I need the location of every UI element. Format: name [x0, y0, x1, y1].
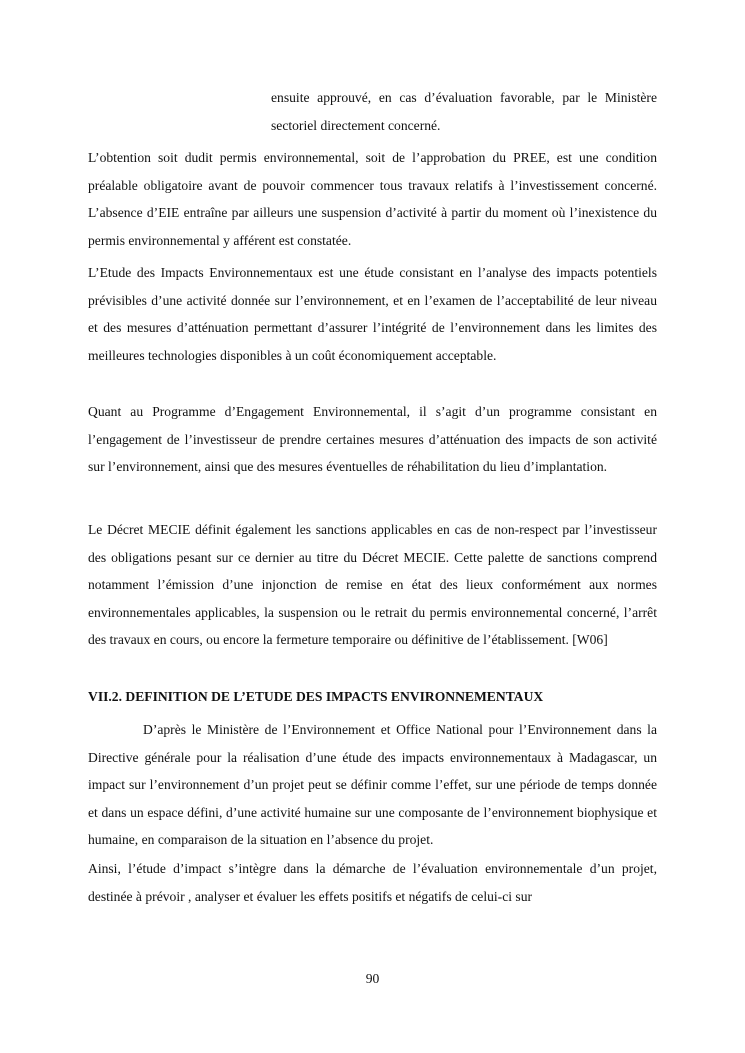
paragraph-sanctions: Le Décret MECIE définit également les sanctions applicables en cas de non-respect par l’investisseur des obligations pesant sur ce dernier au titre du Décret MECIE. Cette palette de sanctions comprend notamment l’émission d’une injonction de remise en état des lieux conformément aux normes environnementales applicables, la suspension ou le retrait du permis environnemental concerné, l’arrêt des travaux en cours, ou encore la fermeture temporaire ou définitive de l’établissement. [W06]	[88, 522, 657, 648]
page-number: 90	[365, 971, 380, 986]
paragraph-definition-impact: D’après le Ministère de l’Environnement et Office National pour l’Environnement dans la Directive générale pour la réalisation d’une étude des impacts environnementaux à Madagascar, un impact sur l’environnement d’un projet peut se définir comme l’effet, sur une période de temps donnée et dans un espace défini, d’une activité humaine sur une composante de l’environnement biophysique et humaine, en comparaison de la situation en l’absence du projet.	[88, 722, 657, 848]
paragraph-definition-eie: L’Etude des Impacts Environnementaux est une étude consistant en l’analyse des impacts potentiels prévisibles d’une activité donnée sur l’environnement, et en l’examen de l’acceptabilité de leur niveau et des mesures d’atténuation permettant d’assurer l’intégrité de l’environnement dans les limites des meilleures technologies disponibles à un coût économiquement acceptable.	[88, 265, 657, 363]
section-heading: VII.2. DEFINITION DE L’ETUDE DES IMPACTS ENVIRONNEMENTAUX	[88, 689, 544, 704]
indented-line-2: sectoriel directement concerné.	[271, 117, 441, 133]
indented-line-1: ensuite approuvé, en cas d’évaluation favorable, par le Ministère	[271, 90, 657, 105]
paragraph-programme-engagement: Quant au Programme d’Engagement Environnemental, il s’agit d’un programme consistant en l’engagement de l’investisseur de prendre certaines mesures d’atténuation des impacts de son activité sur l’environnement, ainsi que des mesures éventuelles de réhabilitation du lieu d’implantation.	[88, 404, 657, 475]
paragraph-permis-environnemental: L’obtention soit dudit permis environnemental, soit de l’approbation du PREE, est une condition préalable obligatoire avant de pouvoir commencer tous travaux relatifs à l’investissement concerné. L’absence d’EIE entraîne par ailleurs une suspension d’activité à partir du moment où l’inexistence du permis environnemental y afférent est constatée.	[88, 150, 657, 248]
indented-continuation-block	[271, 84, 657, 139]
paragraph-etude-impact: Ainsi, l’étude d’impact s’intègre dans la démarche de l’évaluation environnementale d’un projet, destinée à prévoir , analyser et évaluer les effets positifs et négatifs de celui-ci sur	[88, 861, 657, 904]
